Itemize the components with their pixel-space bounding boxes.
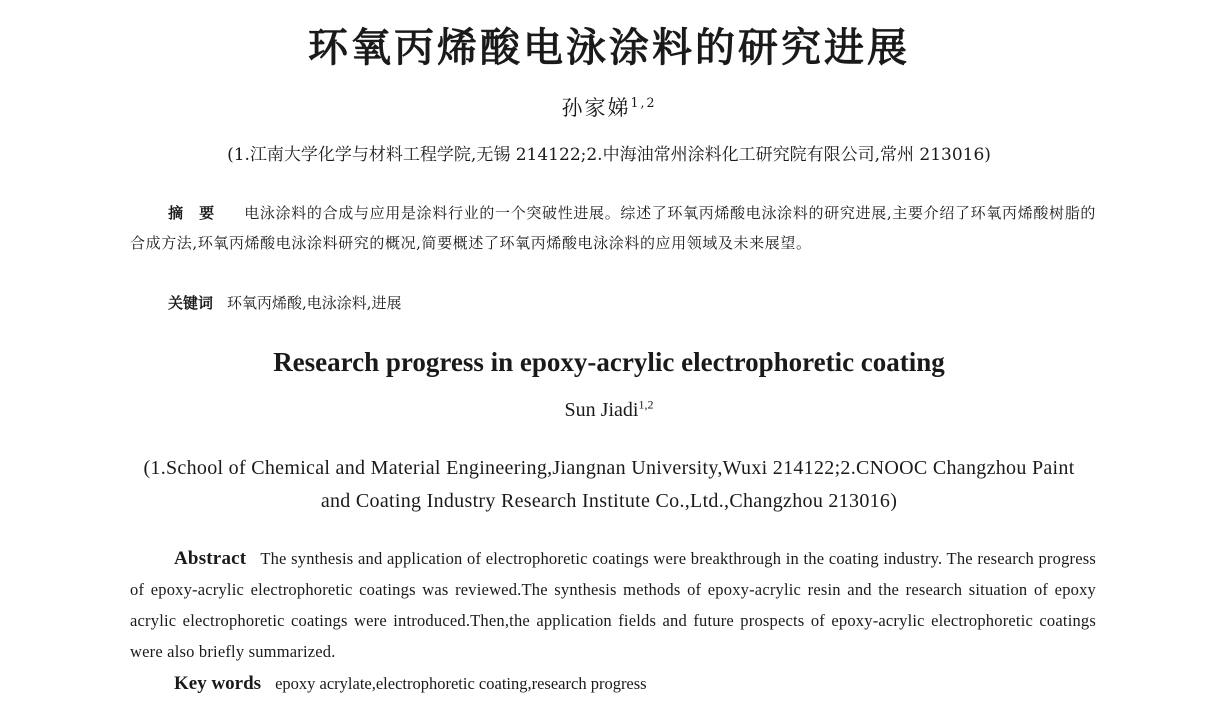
chinese-abstract <box>130 198 1096 258</box>
chinese-author-name: 孙家娣 <box>561 96 631 120</box>
english-abstract-text: The synthesis and application of electrophoretic coatings were breakthrough in the coating industry. The research progress of epoxy-acrylic electrophoretic coatings was reviewed.The synthesis methods of epoxy-acrylic resin and the research situation of epoxy acrylic electrophoretic coatings were introduced.Then,the application fields and future prospects of epoxy-acrylic electrophoretic coatings were also briefly summarized. <box>130 549 1096 661</box>
english-keywords <box>174 668 647 699</box>
chinese-title: 环氧丙烯酸电泳涂料的研究进展 <box>308 25 910 71</box>
chinese-abstract-label: 摘要 <box>168 204 231 222</box>
chinese-affiliation: (1.江南大学化学与材料工程学院,无锡 214122;2.中海油常州涂料化工研究院有限公司,常州 213016) <box>227 145 991 165</box>
english-keywords-label: Key words <box>174 673 262 694</box>
english-affiliation: (1.School of Chemical and Material Engineering,Jiangnan University,Wuxi 214122;2.CNOOC Changzhou Paint and Coating Industry Research Institute Co.,Ltd.,Changzhou 213016) <box>143 457 1075 512</box>
english-author-name: Sun Jiadi <box>564 399 639 421</box>
chinese-keywords-text: 环氧丙烯酸,电泳涂料,进展 <box>227 294 402 312</box>
english-title: Research progress in epoxy-acrylic electrophoretic coating <box>273 347 945 377</box>
english-keywords-text: epoxy acrylate,electrophoretic coating,research progress <box>275 674 647 693</box>
chinese-keywords-label: 关键词 <box>168 294 214 312</box>
english-author-affiliation-marks: 1,2 <box>638 397 654 412</box>
chinese-author-affiliation-marks: 1,2 <box>630 95 657 110</box>
english-abstract-label: Abstract <box>174 548 247 569</box>
english-abstract <box>130 543 1096 667</box>
chinese-abstract-text: 电泳涂料的合成与应用是涂料行业的一个突破性进展。综述了环氧丙烯酸电泳涂料的研究进展,主要介绍了环氧丙烯酸树脂的合成方法,环氧丙烯酸电泳涂料研究的概况,简要概述了环氧丙烯酸电泳涂料的应用领域及未来展望。 <box>130 204 1096 252</box>
english-author <box>0 396 1218 424</box>
chinese-keywords <box>168 288 402 318</box>
chinese-author <box>0 94 1218 122</box>
